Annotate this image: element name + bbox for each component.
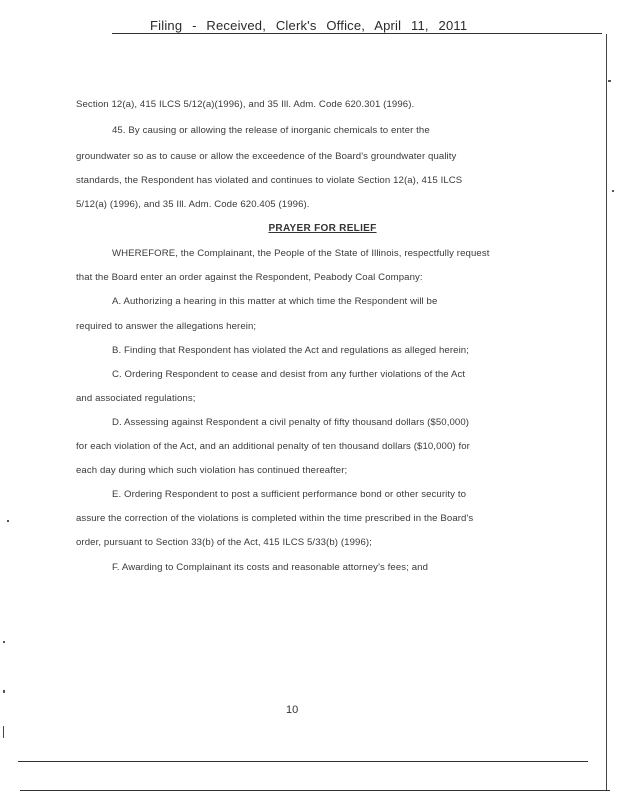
prayer-line: assure the correction of the violations is completed within the time prescribed in the Board's (76, 513, 474, 524)
body-line: 5/12(a) (1996), and 35 Ill. Adm. Code 620.405 (1996). (76, 199, 310, 210)
body-line: standards, the Respondent has violated and continues to violate Section 12(a), 415 ILCS (76, 175, 463, 186)
prayer-line: for each violation of the Act, and an additional penalty of ten thousand dollars ($10,000) for (76, 441, 470, 452)
prayer-item-f: F. Awarding to Complainant its costs and reasonable attorney's fees; and (112, 562, 429, 573)
prayer-line: and associated regulations; (76, 393, 196, 404)
prayer-line: order, pursuant to Section 33(b) of the Act, 415 ILCS 5/33(b) (1996); (76, 537, 372, 548)
prayer-item-d: D. Assessing against Respondent a civil penalty of fifty thousand dollars ($50,000) (112, 417, 470, 428)
right-margin-line (606, 34, 607, 790)
bottom-rule-lower (20, 790, 610, 791)
prayer-item-a: A. Authorizing a hearing in this matter at which time the Respondent will be (112, 296, 438, 307)
prayer-line: required to answer the allegations herein; (76, 321, 257, 332)
scan-speck (3, 690, 5, 693)
bottom-rule (18, 761, 588, 762)
prayer-item-e: E. Ordering Respondent to post a sufficient performance bond or other security to (112, 489, 467, 500)
filing-stamp: Filing - Received, Clerk's Office, April 11, 2011 (150, 18, 468, 33)
scan-speck (608, 80, 611, 82)
section-title: PRAYER FOR RELIEF (268, 223, 377, 234)
page-number: 10 (286, 704, 299, 716)
prayer-line: each day during which such violation has continued thereafter; (76, 465, 348, 476)
body-line: Section 12(a), 415 ILCS 5/12(a)(1996), and 35 Ill. Adm. Code 620.301 (1996). (76, 99, 415, 110)
scan-speck (3, 641, 5, 643)
prayer-line: WHEREFORE, the Complainant, the People of the State of Illinois, respectfully request (112, 248, 490, 259)
top-rule (112, 33, 582, 34)
top-rule-right (572, 33, 602, 34)
body-line: groundwater so as to cause or allow the exceedence of the Board's groundwater quality (76, 151, 457, 162)
prayer-item-b: B. Finding that Respondent has violated the Act and regulations as alleged herein; (112, 345, 470, 356)
scan-speck (612, 190, 614, 192)
left-margin-mark (3, 726, 4, 738)
prayer-item-c: C. Ordering Respondent to cease and desist from any further violations of the Act (112, 369, 466, 380)
paragraph-45-line: 45. By causing or allowing the release of inorganic chemicals to enter the (112, 125, 430, 136)
prayer-line: that the Board enter an order against the Respondent, Peabody Coal Company: (76, 272, 423, 283)
scan-speck (7, 520, 9, 522)
